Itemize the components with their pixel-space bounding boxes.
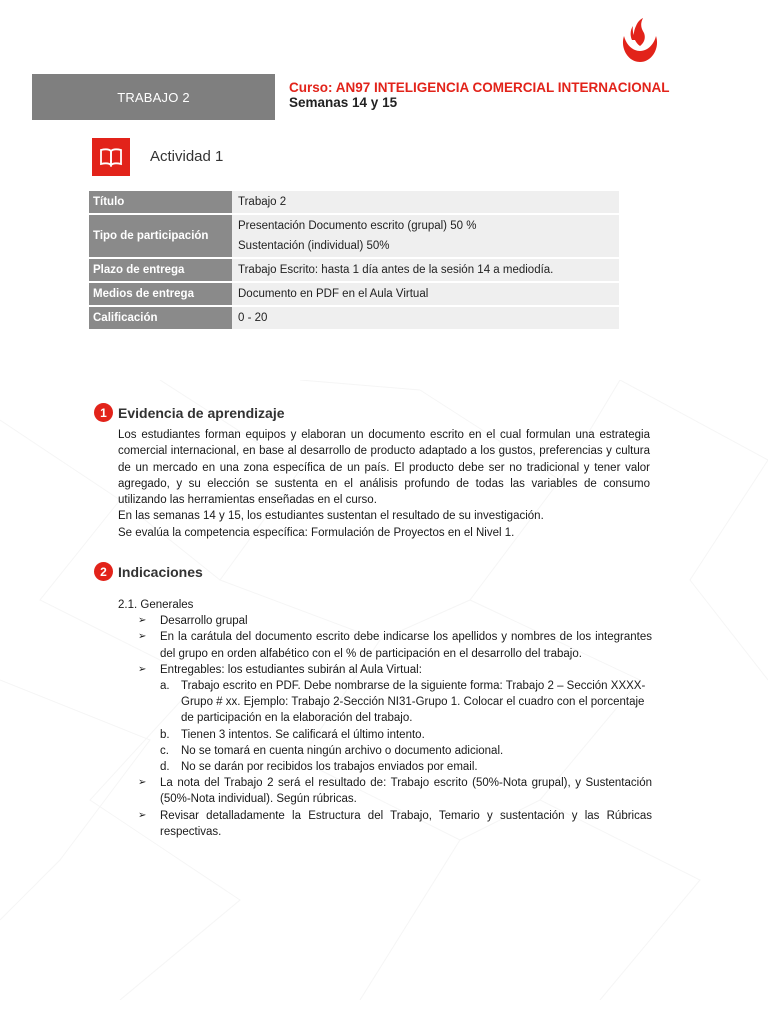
row-value-text: 0 - 20 [238,312,268,324]
section-title: Evidencia de aprendizaje [118,404,285,421]
row-label: Tipo de participación [89,215,232,257]
university-logo [614,18,666,66]
banner-label: TRABAJO 2 [117,89,190,105]
lettered-item-text: No se tomará en cuenta ningún archivo o documento adicional. [181,744,504,757]
row-value [232,215,619,257]
row-value [232,283,619,305]
list-item-text: La nota del Trabajo 2 será el resultado de: Trabajo escrito (50%-Nota grupal), y Sustentación (50%-Nota individual). Según rúbricas. [160,777,652,806]
section-1-heading [94,403,285,422]
activity-title: Actividad 1 [150,148,224,165]
lettered-item [118,678,652,727]
list-item [118,662,652,678]
evidence-paragraph: Los estudiantes forman equipos y elaboran un documento escrito en el cual formulan una estrategia comercial internacional, en base al desarrollo de producto adaptado a los gustos, preferencias y cultura de un mercado en una zona específica de un país. El producto debe ser no tradicional y tener valor agregado, y su elección se sustenta en el análisis profundo de todas las variables de consumo utilizando las herramientas enseñadas en el curso. [118,429,650,507]
arrow-bullet-icon: ➢ [138,615,147,627]
list-item [118,613,652,629]
lettered-item-text: Tienen 3 intentos. Se calificará el último intento. [181,728,425,741]
table-row [89,215,619,257]
table-row [89,259,619,281]
table-row [89,307,619,329]
item-letter: d. [160,761,170,774]
list-item [118,629,652,661]
item-letter: c. [160,744,169,757]
list-item-text: Desarrollo grupal [160,615,248,628]
evidence-competence-line: Se evalúa la competencia específica: Formulación de Proyectos en el Nivel 1. [118,527,515,539]
activity-info-table [89,189,619,331]
row-value-text: Presentación Documento escrito (grupal) 50 % [238,220,477,232]
evidence-weeks-line: En las semanas 14 y 15, los estudiantes sustentan el resultado de su investigación. [118,510,544,522]
subheading-generales: 2.1. Generales [118,599,194,611]
list-item-text: Entregables: los estudiantes subirán al Aula Virtual: [160,663,422,676]
lettered-item-text: Trabajo escrito en PDF. Debe nombrarse de la siguiente forma: Trabajo 2 – Sección XXXX-Grupo # xx. Ejemplo: Trabajo 2-Sección NI31-Grupo 1. Colocar el cuadro con el porcentaje de participación en la elaboración del trabajo. [181,680,646,725]
row-value-text: Documento en PDF en el Aula Virtual [238,288,429,300]
arrow-bullet-icon: ➢ [138,663,147,675]
row-value [232,259,619,281]
list-item [118,775,652,807]
section-title: Indicaciones [118,563,203,580]
row-label: Calificación [89,307,232,329]
indications-list [118,597,652,840]
arrow-bullet-icon: ➢ [138,809,147,821]
table-row [89,191,619,213]
row-label: Plazo de entrega [89,259,232,281]
list-item [118,808,652,840]
arrow-bullet-icon: ➢ [138,631,147,643]
lettered-item [118,759,652,775]
row-label: Título [89,191,232,213]
document-banner [32,74,275,120]
lettered-item [118,727,652,743]
arrow-bullet-icon: ➢ [138,777,147,789]
row-value [232,307,619,329]
row-value [232,191,619,213]
item-letter: a. [160,680,170,693]
section-2-heading [94,562,203,581]
row-value-text: Trabajo Escrito: hasta 1 día antes de la sesión 14 a mediodía. [238,264,554,276]
lettered-item-text: No se darán por recibidos los trabajos enviados por email. [181,761,478,774]
list-item-text: En la carátula del documento escrito debe indicarse los apellidos y nombres de los integrantes del grupo en orden alfabético con el % de participación en el desarrollo del trabajo. [160,631,652,660]
list-item-text: Revisar detalladamente la Estructura del Trabajo, Temario y sustentación y las Rúbricas respectivas. [160,809,652,838]
row-value-text: Trabajo 2 [238,196,287,208]
row-value-text: Sustentación (individual) 50% [238,240,390,252]
course-title: Curso: AN97 INTELIGENCIA COMERCIAL INTERNACIONAL [289,80,670,95]
section-number-badge: 2 [94,562,113,581]
row-label: Medios de entrega [89,283,232,305]
section-number-badge: 1 [94,403,113,422]
table-row [89,283,619,305]
course-header [289,80,670,110]
lettered-item [118,743,652,759]
item-letter: b. [160,728,170,741]
course-weeks: Semanas 14 y 15 [289,95,398,110]
book-icon [92,138,130,176]
